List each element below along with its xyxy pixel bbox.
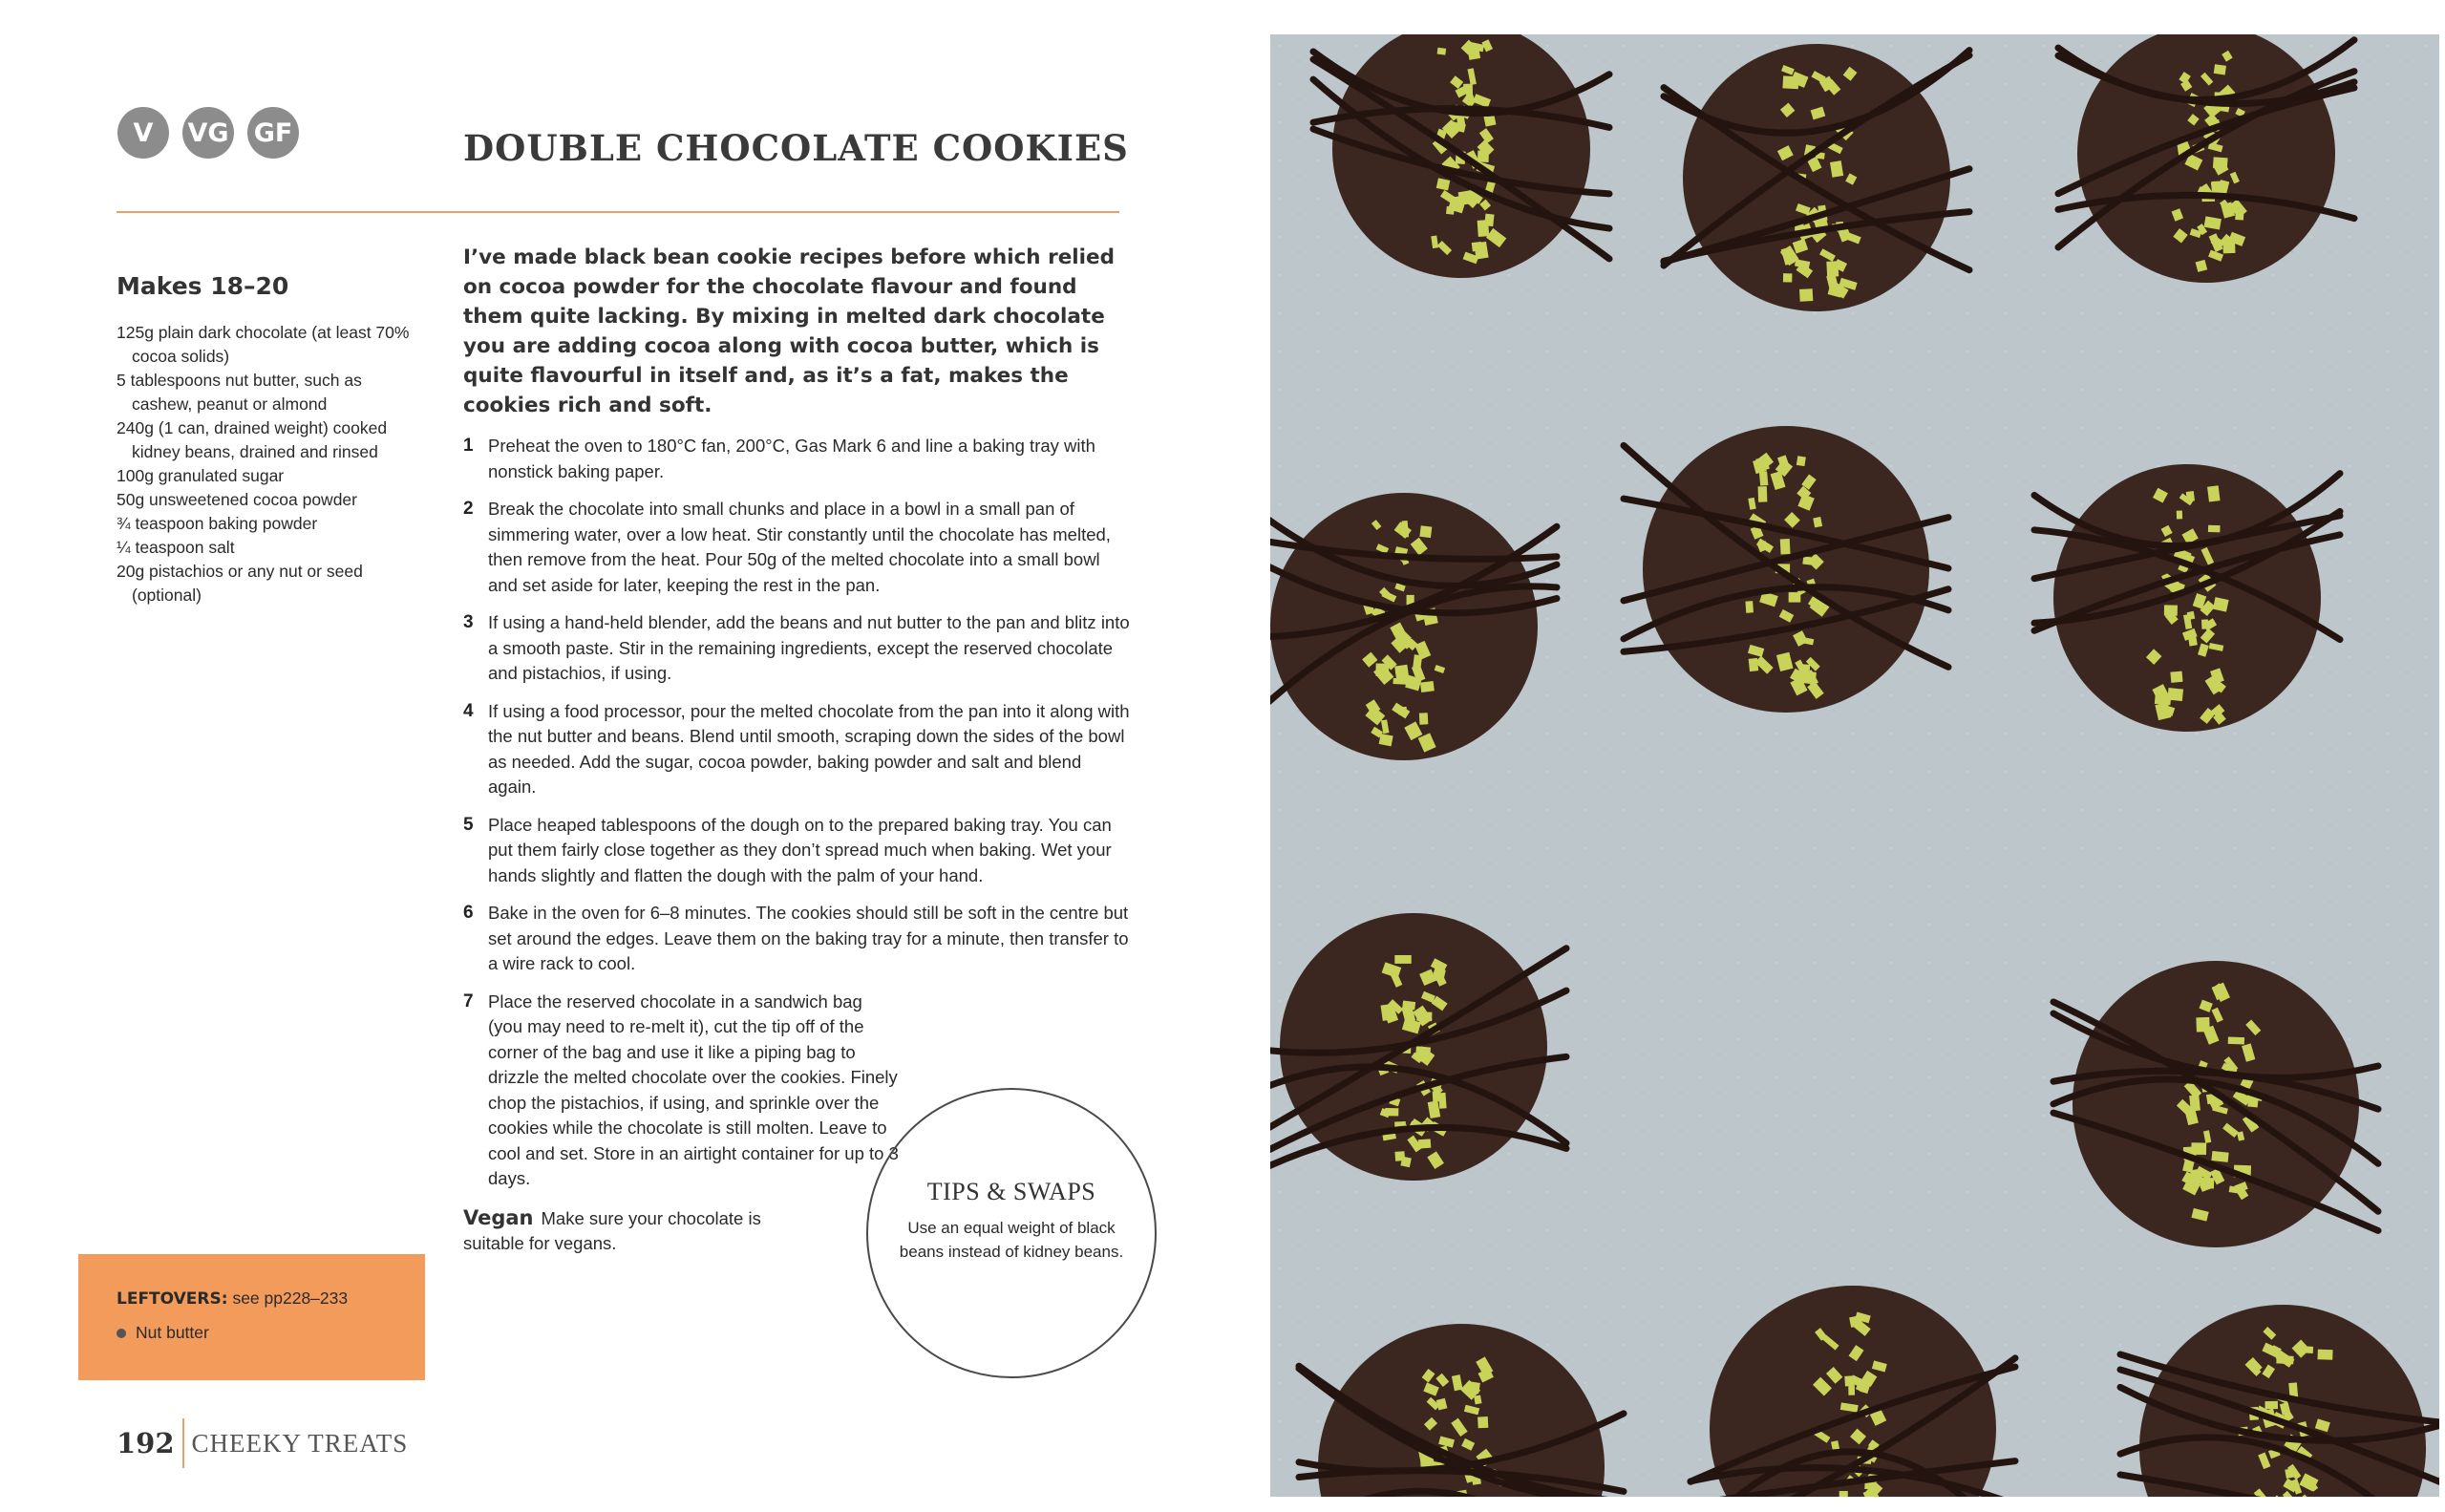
pistachio-crumb	[2191, 1142, 2206, 1155]
cookies-photo	[1270, 34, 2439, 1497]
step-text: If using a hand-held blender, add the beans and nut butter to the pan and blitz into a smooth paste. Stir in the remaining ingredients, except the reserved chocolate and pistachios, if using.	[488, 612, 1130, 683]
pistachio-crumb	[2214, 64, 2226, 75]
pistachio-crumb	[1759, 472, 1768, 486]
step-text: Bake in the oven for 6–8 minutes. The cookies should still be soft in the centre but set around the edges. Leave them on the baking tray for a minute, then transfer to a wire rack to cool.	[488, 903, 1129, 973]
vegan-note-text: Make sure your chocolate is suitable for vegans.	[463, 1208, 761, 1253]
pistachio-crumb	[1799, 288, 1813, 302]
tips-heading: TIPS & SWAPS	[926, 1178, 1096, 1205]
method-step	[463, 901, 1132, 977]
pistachio-crumb	[1830, 160, 1843, 178]
vegetarian-badge: V	[117, 107, 169, 159]
pistachio-crumb	[1780, 539, 1791, 555]
pistachio-crumb	[2201, 619, 2208, 628]
pistachio-crumb	[2208, 525, 2221, 533]
pistachio-crumb	[2189, 1095, 2200, 1111]
bullet-icon	[117, 1329, 126, 1338]
diet-badges	[117, 107, 299, 159]
pistachio-crumb	[1783, 273, 1792, 282]
pistachio-crumb	[1745, 601, 1754, 613]
tips-text: Use an equal weight of black beans instead of kidney beans.	[899, 1219, 1124, 1261]
pistachio-crumb	[2235, 213, 2243, 221]
leftovers-pages: see pp228–233	[232, 1288, 349, 1308]
pistachio-crumb	[2170, 671, 2182, 683]
vegan-badge: VG	[182, 107, 234, 159]
gluten-free-badge: GF	[247, 107, 299, 159]
pistachio-crumb	[1826, 261, 1839, 277]
pistachio-crumb	[2177, 511, 2182, 520]
pistachio-crumb	[2211, 1151, 2228, 1162]
tips-swaps-circle	[866, 1088, 1157, 1378]
step-text: Break the chocolate into small chunks and place in a bowl in a small pan of simmering water, over a low heat. Stir constantly until the chocolate has melted, then remove from the heat. Pour 50g of the melted chocolate into a small bowl and set aside for later, keeping the rest in the pan.	[488, 499, 1111, 595]
pistachio-crumb	[2228, 1036, 2244, 1044]
ingredient-item: ¾ teaspoon baking powder	[117, 514, 318, 533]
pistachio-crumb	[2222, 241, 2235, 253]
pistachio-crumb	[1393, 678, 1409, 685]
leftovers-item	[117, 1323, 425, 1343]
title-divider	[117, 211, 1119, 213]
pistachio-crumb	[2276, 1355, 2293, 1364]
method-step	[463, 434, 1132, 484]
leftovers-label: LEFTOVERS:	[117, 1289, 228, 1309]
recipe-title: DOUBLE CHOCOLATE COOKIES	[463, 127, 1129, 169]
pistachio-crumb	[1419, 713, 1428, 725]
step-text: Preheat the oven to 180°C fan, 200°C, Gas Mark 6 and line a baking tray with nonstick baking paper.	[488, 436, 1095, 481]
pistachio-crumb	[1749, 658, 1759, 671]
pistachio-crumb	[2318, 1350, 2333, 1360]
pistachio-crumb	[1478, 1416, 1488, 1428]
step-number: 7	[463, 990, 474, 1012]
cookie	[2077, 34, 2335, 283]
ingredient-item: 125g plain dark chocolate (at least 70% cocoa solids)	[117, 323, 410, 366]
pistachio-crumb	[2300, 1346, 2313, 1353]
method-step	[463, 497, 1132, 598]
page-number: 192	[117, 1427, 175, 1459]
pistachio-crumb	[1789, 592, 1801, 603]
method-step	[463, 813, 1132, 889]
step-text: Place heaped tablespoons of the dough on to the prepared baking tray. You can put them fairly close together as they don’t spread much when baking. Wet your hands slightly and flatten the dough with the palm of your hand.	[488, 814, 1112, 885]
pistachio-crumb	[1437, 48, 1447, 55]
pistachio-crumb	[2186, 491, 2195, 501]
cookie	[1683, 44, 1950, 311]
vegan-note	[463, 1205, 778, 1256]
pistachio-crumb	[1758, 486, 1768, 502]
pistachio-crumb	[1848, 1381, 1855, 1395]
vegan-note-label: Vegan	[463, 1206, 534, 1229]
step-number: 1	[463, 436, 474, 456]
step-number: 6	[463, 903, 474, 923]
pistachio-crumb	[1394, 1151, 1405, 1161]
step-number: 5	[463, 814, 474, 835]
intro-paragraph: I’ve made black bean cookie recipes before which relied on cocoa powder for the chocolate flavour and found them quite lacking. By mixing in melted dark chocolate you are adding cocoa along with cocoa butter, which is quite flavourful in itself and, as it’s a fat, makes the cookies rich and soft.	[463, 245, 1115, 417]
step-number: 2	[463, 499, 474, 519]
method-step	[463, 610, 1132, 687]
cookie	[2053, 464, 2321, 732]
step-number: 3	[463, 612, 474, 632]
pistachio-crumb	[1419, 525, 1432, 538]
pistachio-crumb	[1470, 1381, 1480, 1394]
ingredients-list	[117, 321, 422, 607]
pistachio-crumb	[2213, 157, 2228, 168]
leftovers-reference	[117, 1288, 425, 1310]
ingredient-item: 20g pistachios or any nut or seed (optional)	[117, 562, 363, 605]
pistachio-crumb	[2264, 1401, 2278, 1409]
step-number: 4	[463, 700, 474, 721]
pistachio-crumb	[1802, 664, 1811, 674]
section-name: CHEEKY TREATS	[191, 1428, 409, 1458]
pistachio-crumb	[1478, 220, 1490, 237]
pistachio-crumb	[1381, 1004, 1394, 1021]
leftovers-box	[78, 1254, 425, 1380]
ingredient-item: 240g (1 can, drained weight) cooked kidney beans, drained and rinsed	[117, 418, 388, 461]
pistachio-crumb	[2207, 485, 2221, 501]
pistachio-crumb	[1478, 151, 1489, 162]
footer-divider	[182, 1418, 184, 1468]
ingredient-item: ¼ teaspoon salt	[117, 538, 235, 557]
yield-heading: Makes 18–20	[117, 272, 289, 300]
cookies-illustration	[1270, 34, 2439, 1497]
pistachio-crumb	[1463, 84, 1473, 95]
pistachio-crumb	[1420, 681, 1435, 692]
pistachio-crumb	[1385, 1108, 1398, 1116]
step-text: Place the reserved chocolate in a sandwich bag (you may need to re-melt it), cut the tip off of the corner of the bag and use it like a piping bag to drizzle the melted chocolate over the cookies. Finely chop the pistachios, if using, and sprinkle over the cookies while the chocolate is still molten. Leave to cool and set. Store in an airtight container for up to 3 days.	[488, 990, 899, 1188]
page-footer	[117, 1418, 408, 1468]
method-step	[463, 699, 1132, 800]
ingredient-item: 100g granulated sugar	[117, 466, 285, 485]
pistachio-crumb	[1839, 1491, 1848, 1497]
step-text: If using a food processor, pour the melted chocolate from the pan into it along with the nut butter and beans. Blend until smooth, scraping down the sides of the bowl as needed. Add the sugar, cocoa powder, baking powder and salt and blend again.	[488, 700, 1130, 797]
pistachio-crumb	[1797, 456, 1806, 466]
leftovers-item-label: Nut butter	[136, 1323, 209, 1342]
ingredient-item: 5 tablespoons nut butter, such as cashew, peanut or almond	[117, 371, 362, 414]
ingredient-item: 50g unsweetened cocoa powder	[117, 490, 357, 509]
pistachio-crumb	[1394, 955, 1411, 964]
